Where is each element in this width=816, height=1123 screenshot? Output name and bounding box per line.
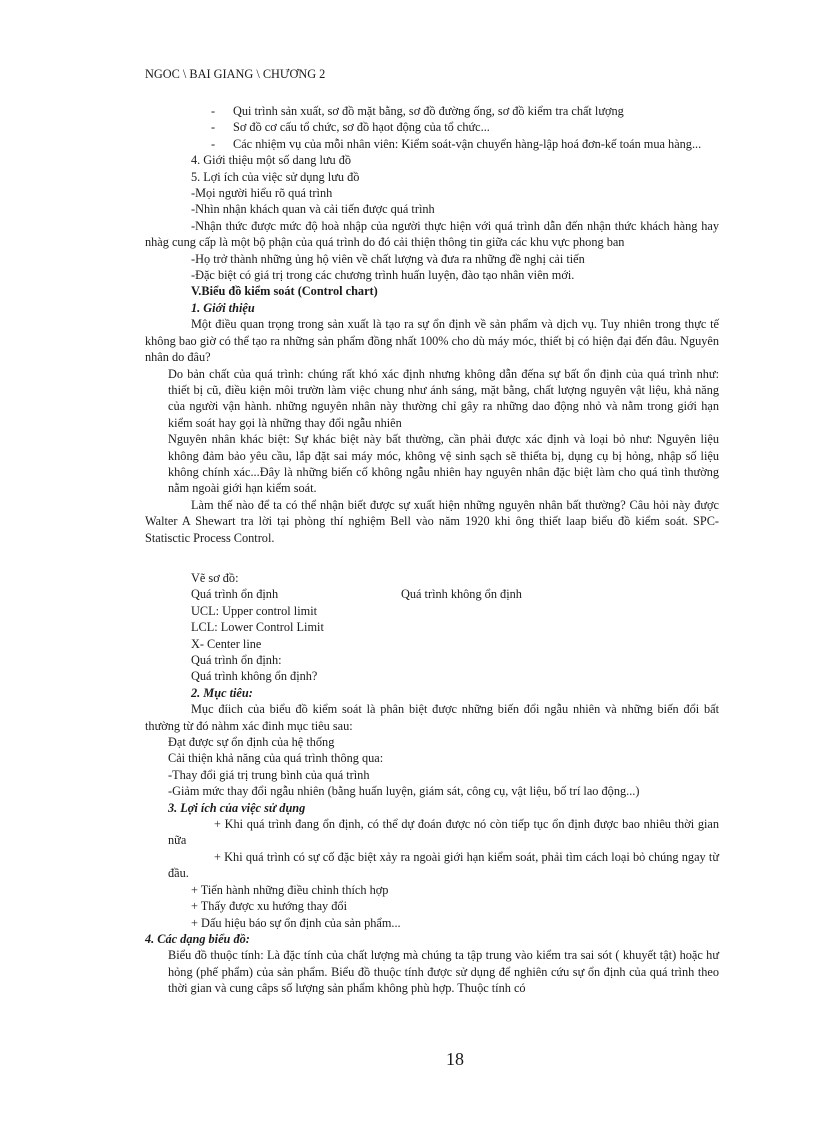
benefit-item: -Mọi người hiểu rõ quá trình bbox=[191, 186, 333, 201]
intro-item-5: 5. Lợi ích của việc sử dụng lưu đồ bbox=[191, 169, 360, 184]
diagram-label: Vẽ sơ đồ: bbox=[191, 570, 239, 585]
legend-item: Quá trình không ổn định? bbox=[191, 669, 318, 684]
list-item: -Giảm mức thay đổi ngẫu nhiên (bằng huấn luyện, giám sát, công cụ, vật liệu, bố trí lao động...) bbox=[168, 784, 640, 799]
use-item: + Khi quá trình có sự cố đặc biệt xảy ra ngoài giới hạn kiểm soát, phải tìm cách loại bỏ chúng ngay từ đầu. bbox=[168, 849, 719, 881]
paragraph: Làm thế nào để ta có thể nhận biết được sự xuất hiện những nguyên nhân bất thường? Câu hỏi này được Walter A Shewart tra lời tại phòng thí nghiệm Bell vào năm 1920 khi ông thiết laap biểu đồ kiểm soát. SPC- Statisctic Process Control. bbox=[145, 497, 719, 545]
page-header: NGOC \ BAI GIANG \ CHƯƠNG 2 bbox=[145, 67, 326, 81]
page-content bbox=[145, 103, 719, 997]
use-item: + Thấy được xu hướng thay đổi bbox=[191, 899, 347, 914]
benefit-item: -Nhìn nhận khách quan và cải tiến được quá trình bbox=[191, 202, 435, 217]
list-item: Biểu đồ thuộc tính: Là đặc tính của chất lượng mà chúng ta tập trung vào kiểm tra sai sót ( khuyết tật) hoặc hư hỏng (phế phẩm) của sản phẩm. Biểu đồ thuộc tính được sử dụng để nghiên cứu sự ổn định của quá trình theo thời gian và cung câps số lượng sản phẩm không phù hợp. Thuộc tính có bbox=[168, 948, 719, 996]
list-item: Cải thiện khả năng của quá trình thông qua: bbox=[168, 751, 384, 766]
list-item: - Sơ đồ cơ cấu tổ chức, sơ đồ hạot động của tổ chức... bbox=[211, 120, 490, 135]
use-item: + Tiến hành những điều chỉnh thích hợp bbox=[191, 882, 389, 897]
paragraph: Mục đíich của biểu đồ kiểm soát là phân biệt được những biến đổi ngẫu nhiên và những biến đổi bất thường từ đó nàhm xác đinh mục tiêu sau: bbox=[145, 702, 719, 733]
subsection-title: 3. Lợi ích của việc sử dụng bbox=[168, 800, 306, 815]
dash-marker: - bbox=[211, 104, 216, 118]
section-title: V.Biểu đồ kiểm soát (Control chart) bbox=[191, 284, 378, 299]
list-item: -Thay đổi giá trị trung bình của quá trình bbox=[168, 767, 370, 782]
use-item: + Dấu hiệu báo sự ổn định của sản phẩm... bbox=[191, 915, 401, 930]
dash-marker: - bbox=[211, 120, 216, 135]
paragraph: Một điều quan trọng trong sản xuất là tạo ra sự ổn định về sản phẩm và dịch vụ. Tuy nhiên trong thực tế không bao giờ có thể tạo ra những sản phẩm đồng nhất 100% cho dù máy móc, thiết bị có hiện đại đến đâu. Nguyên nhân do đâu? bbox=[145, 317, 719, 365]
dash-marker: - bbox=[211, 136, 216, 151]
benefit-item: -Nhận thức được mức độ hoà nhập của người thực hiện với quá trình dẫn đến nhận thức khách hàng hay nhàg cung cấp là một bộ phận của quá trình do đó cải thiện thông tin giữa các khu vực phong ban bbox=[145, 218, 719, 250]
use-item: + Khi quá trình đang ổn định, có thể dự đoán được nó còn tiếp tục ổn định được bao nhiêu thời gian nữa bbox=[168, 817, 719, 848]
benefit-item: -Đặc biệt có giá trị trong các chương trình huấn luyện, đào tạo nhân viên mới. bbox=[191, 268, 575, 283]
list-item: Do bản chất của quá trình: chúng rất khó xác định nhưng không dẫn đếna sự bất ổn định của quá trình như: thiết bị cũ, điều kiện môi trườn làm việc chung như ánh sáng, mặt bằng, chất lượng nguyên vật liệu, khả năng của người vận hành. những nguyên nhân này thường chỉ gây ra những dao động nhỏ và nằm trong giới hạn kiểm soát hay gọi là những thay đổi ngẫu nhiên bbox=[168, 366, 719, 430]
stable-caption: Quá trình ổn định bbox=[191, 587, 279, 602]
benefit-item: -Họ trở thành những ủng hộ viên về chất lượng và đưa ra những đề nghị cải tiến bbox=[191, 251, 585, 266]
unstable-caption: Quá trình không ổn định bbox=[401, 587, 522, 602]
page-number: 18 bbox=[446, 1049, 464, 1069]
subsection-title: 4. Các dạng biểu đồ: bbox=[145, 931, 250, 946]
diagram-captions bbox=[145, 586, 719, 602]
list-item: - Qui trình sản xuất, sơ đồ mặt bằng, sơ đồ đường ống, sơ đồ kiểm tra chất lượng bbox=[211, 104, 624, 118]
legend-item: UCL: Upper control limit bbox=[191, 603, 318, 618]
subsection-title: 2. Mục tiêu: bbox=[191, 685, 253, 700]
legend-item: Quá trình ổn định: bbox=[191, 653, 282, 667]
legend-item: LCL: Lower Control Limit bbox=[191, 620, 324, 635]
list-item: - Các nhiệm vụ của mỗi nhân viên: Kiểm soát-vận chuyển hàng-lập hoá đơn-kế toán mua hàng... bbox=[211, 136, 702, 151]
subsection-title: 1. Giới thiệu bbox=[191, 300, 255, 315]
intro-item-4: 4. Giới thiệu một số dang lưu đồ bbox=[191, 153, 352, 168]
legend-item: X- Center line bbox=[191, 636, 262, 651]
list-item: Nguyên nhân khác biệt: Sự khác biệt này bất thường, cần phải được xác định và loại bỏ như: Nguyên liệu không đảm bảo yêu cầu, lắp đặt sai máy móc, không vệ sinh sạch sẽ thiếta bị, dụng cụ bị hỏng, nhập số liệu không chính xác...Đây là những biến cố không ngẫu nhiên hay nguyên nhân đặc biệt làm cho quá tình thường nằm ngoài giới hạn kiểm soát. bbox=[168, 432, 719, 496]
list-item: Đạt được sự ổn định của hệ thống bbox=[168, 735, 335, 750]
